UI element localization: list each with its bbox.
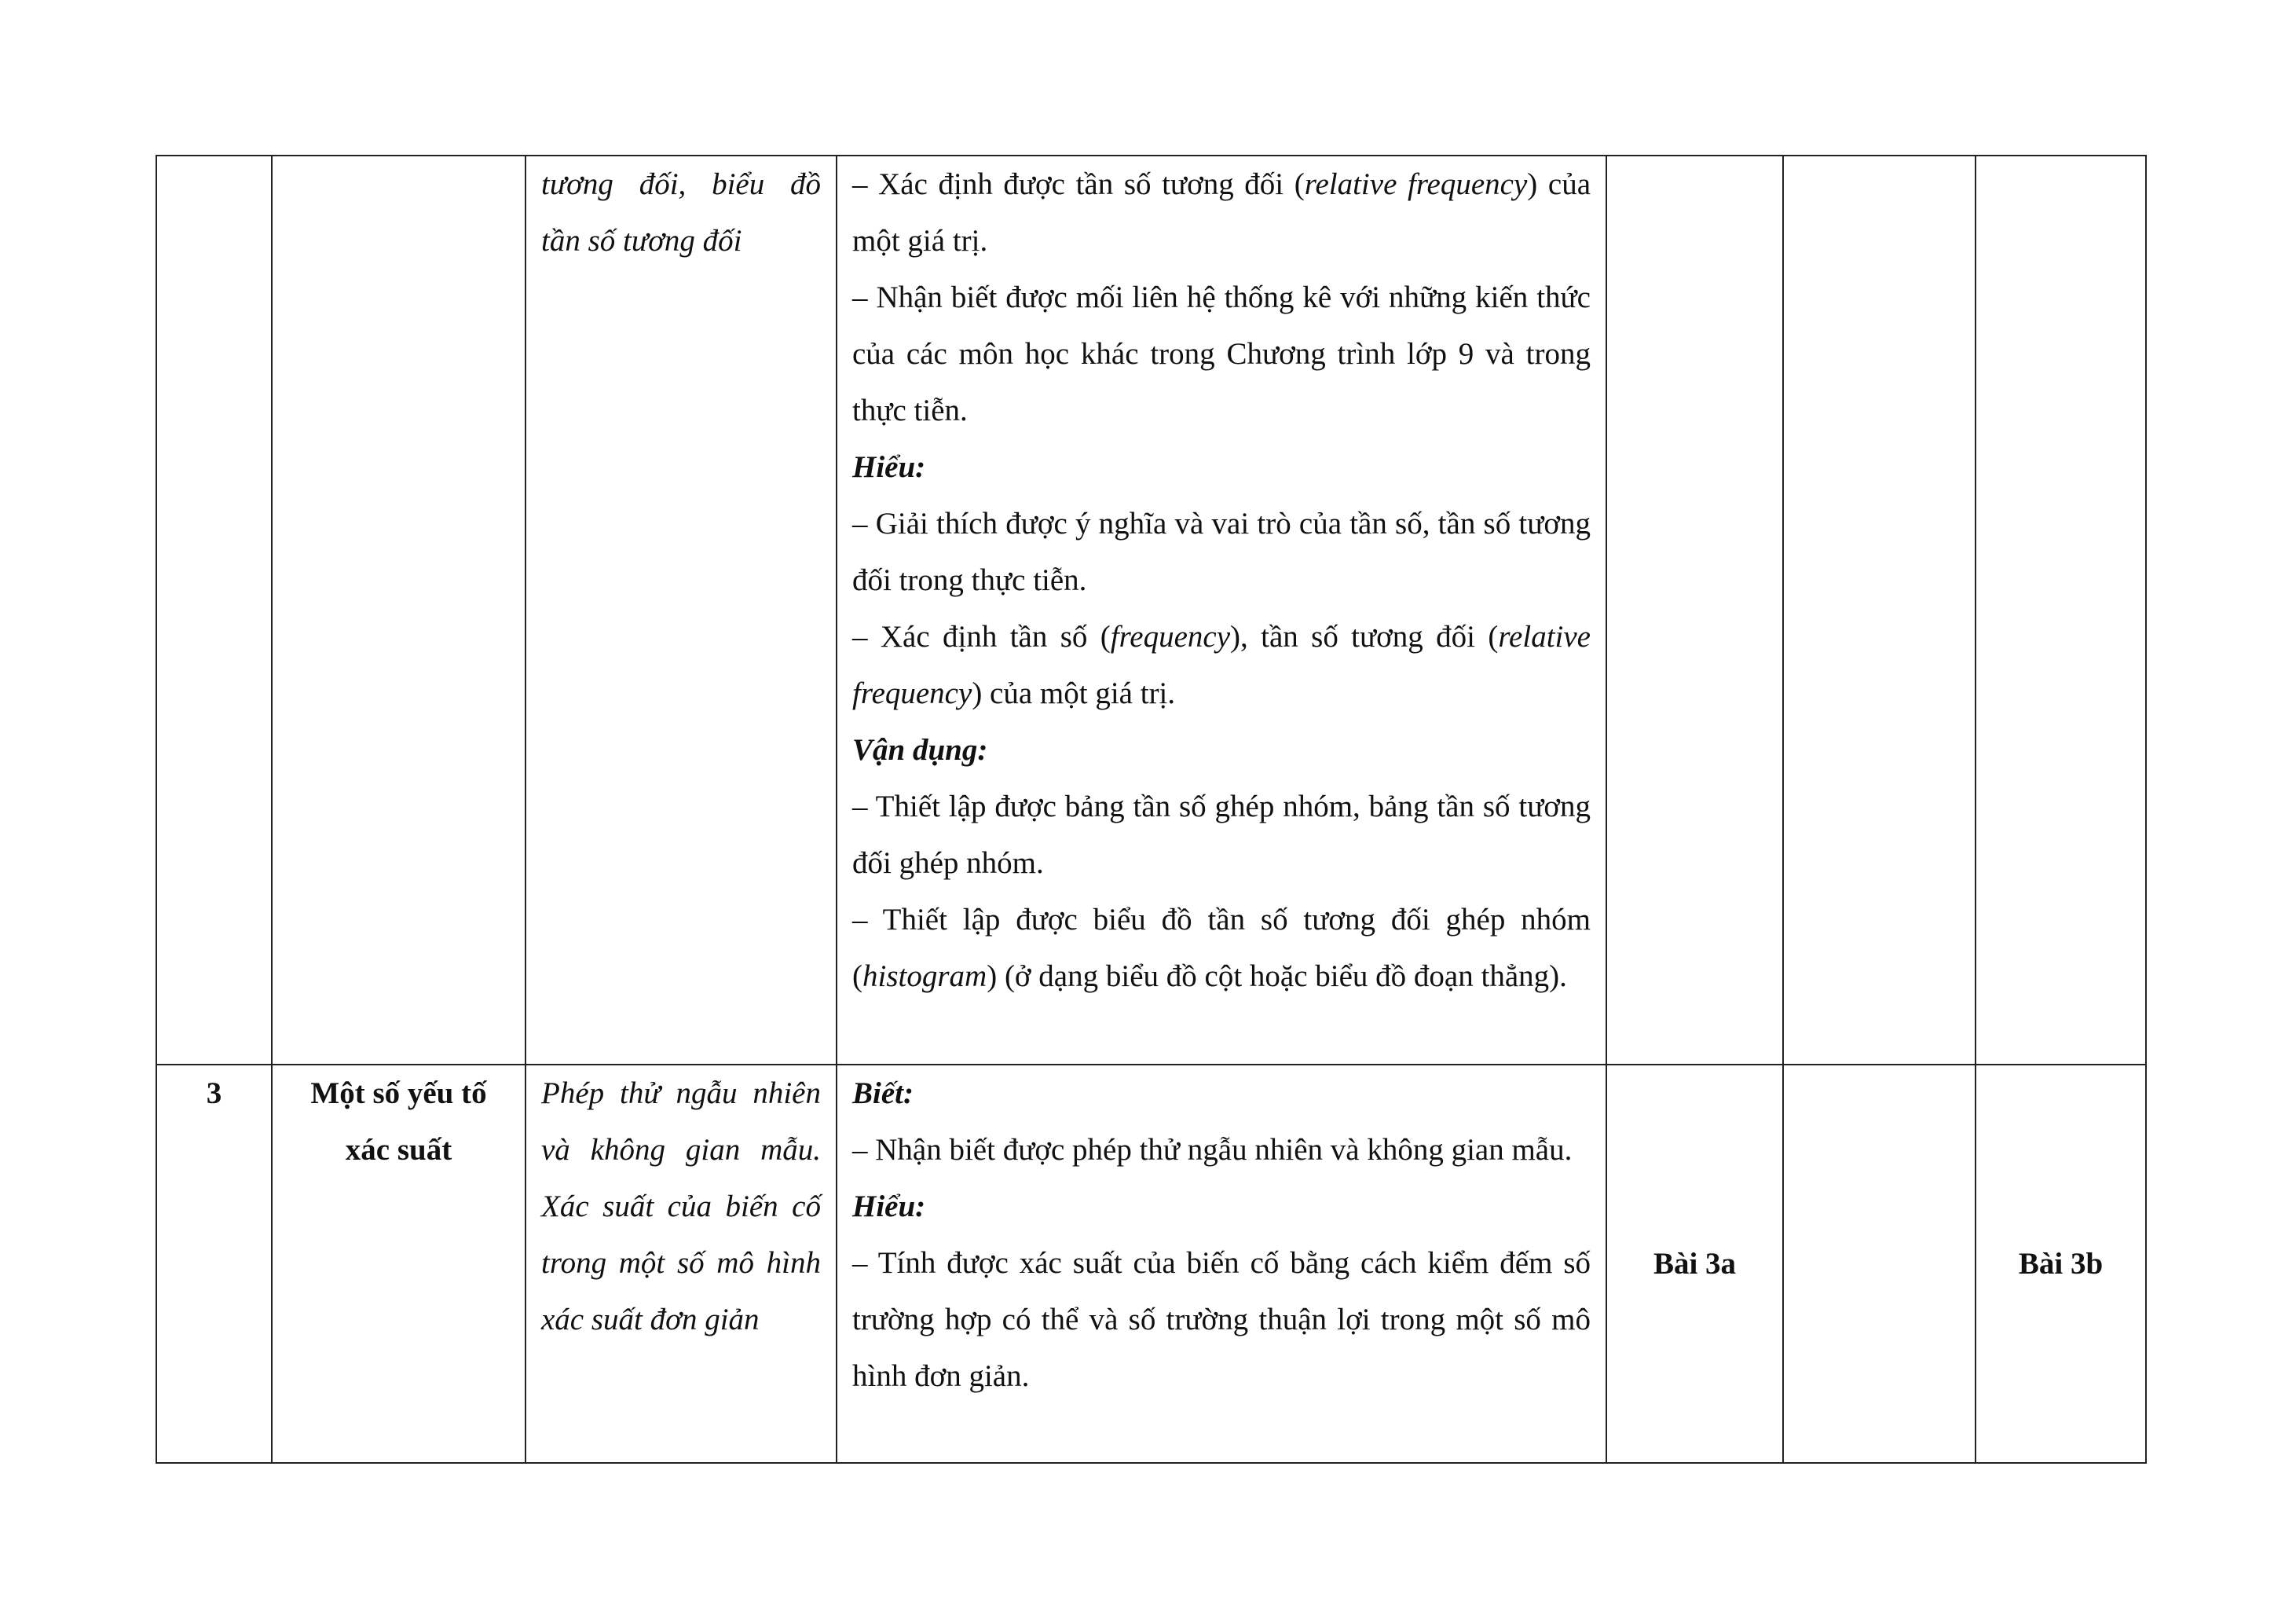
table-row-continued [156, 156, 2146, 1065]
cell-topic: Một số yếu tố xác suất [272, 1065, 525, 1463]
row_continued-requirement-item [852, 609, 1591, 722]
row_3-heading: Biết: [852, 1076, 914, 1110]
cell-level-1-empty [1606, 156, 1783, 1065]
text-run: – Thiết lập được biểu đồ tần số tương đối ghép nhóm ( [852, 903, 1591, 993]
cell-number-empty [156, 156, 272, 1065]
content-line-2: tần số tương đối [541, 224, 742, 258]
text-run: – Tính được xác suất của biến cố bằng cách kiểm đếm số trường hợp có thể và số trường thuận lợi trong một số mô hình đơn giản. [852, 1246, 1591, 1393]
row_continued-heading: Vận dụng: [852, 733, 988, 767]
cell-requirements-continued [837, 156, 1606, 1065]
row_continued-requirement-item [852, 496, 1591, 609]
italic-term: frequency [1110, 620, 1231, 654]
cell-level-3-empty [1976, 156, 2146, 1065]
row_continued-requirement-item [852, 892, 1591, 1005]
cell-topic-empty [272, 156, 525, 1065]
row_continued-heading: Hiểu: [852, 450, 926, 484]
cell-level-3: Bài 3b [1976, 1065, 2146, 1463]
content-line-1: tương đối, biểu đồ [541, 167, 821, 201]
italic-term: histogram [862, 959, 987, 993]
text-run: ) (ở dạng biểu đồ cột hoặc biểu đồ đoạn thẳng). [987, 959, 1567, 993]
text-run: ), tần số tương đối ( [1230, 620, 1499, 654]
table-row-3 [156, 1065, 2146, 1463]
italic-term: relative frequency [1304, 167, 1528, 201]
text-run: – Xác định được tần số tương đối ( [852, 167, 1305, 201]
text-run: – Nhận biết được mối liên hệ thống kê với những kiến thức của các môn học khác trong Chương trình lớp 9 và trong thực tiễn. [852, 280, 1591, 427]
cell-number: 3 [156, 1065, 272, 1463]
text-run: ) của một giá trị. [972, 676, 1176, 710]
cell-content-continued [525, 156, 837, 1065]
text-run: – Xác định tần số ( [852, 620, 1111, 654]
cell-level-2 [1783, 1065, 1976, 1463]
row_continued-requirement-item [852, 779, 1591, 892]
text-run: – Giải thích được ý nghĩa và vai trò của tần số, tần số tương đối trong thực tiễn. [852, 507, 1591, 597]
row_continued-requirement-item [852, 269, 1591, 439]
row_3-requirement-item [852, 1122, 1591, 1179]
row_continued-requirement-item [852, 156, 1591, 269]
text-run: – Nhận biết được phép thử ngẫu nhiên và không gian mẫu. [852, 1133, 1573, 1167]
italic-term: relative frequency [852, 620, 1591, 710]
matrix-table [156, 155, 2147, 1464]
cell-level-1: Bài 3a [1606, 1065, 1783, 1463]
text-run: – Thiết lập được bảng tần số ghép nhóm, bảng tần số tương đối ghép nhóm. [852, 790, 1591, 880]
cell-content: Phép thử ngẫu nhiên và không gian mẫu. Xác suất của biến cố trong một số mô hình xác suất đơn giản [525, 1065, 837, 1463]
row_3-requirement-item [852, 1235, 1591, 1405]
cell-requirements [837, 1065, 1606, 1463]
text-run: ) của một giá trị. [852, 167, 1591, 258]
cell-level-2-empty [1783, 156, 1976, 1065]
row_3-heading: Hiểu: [852, 1190, 926, 1223]
